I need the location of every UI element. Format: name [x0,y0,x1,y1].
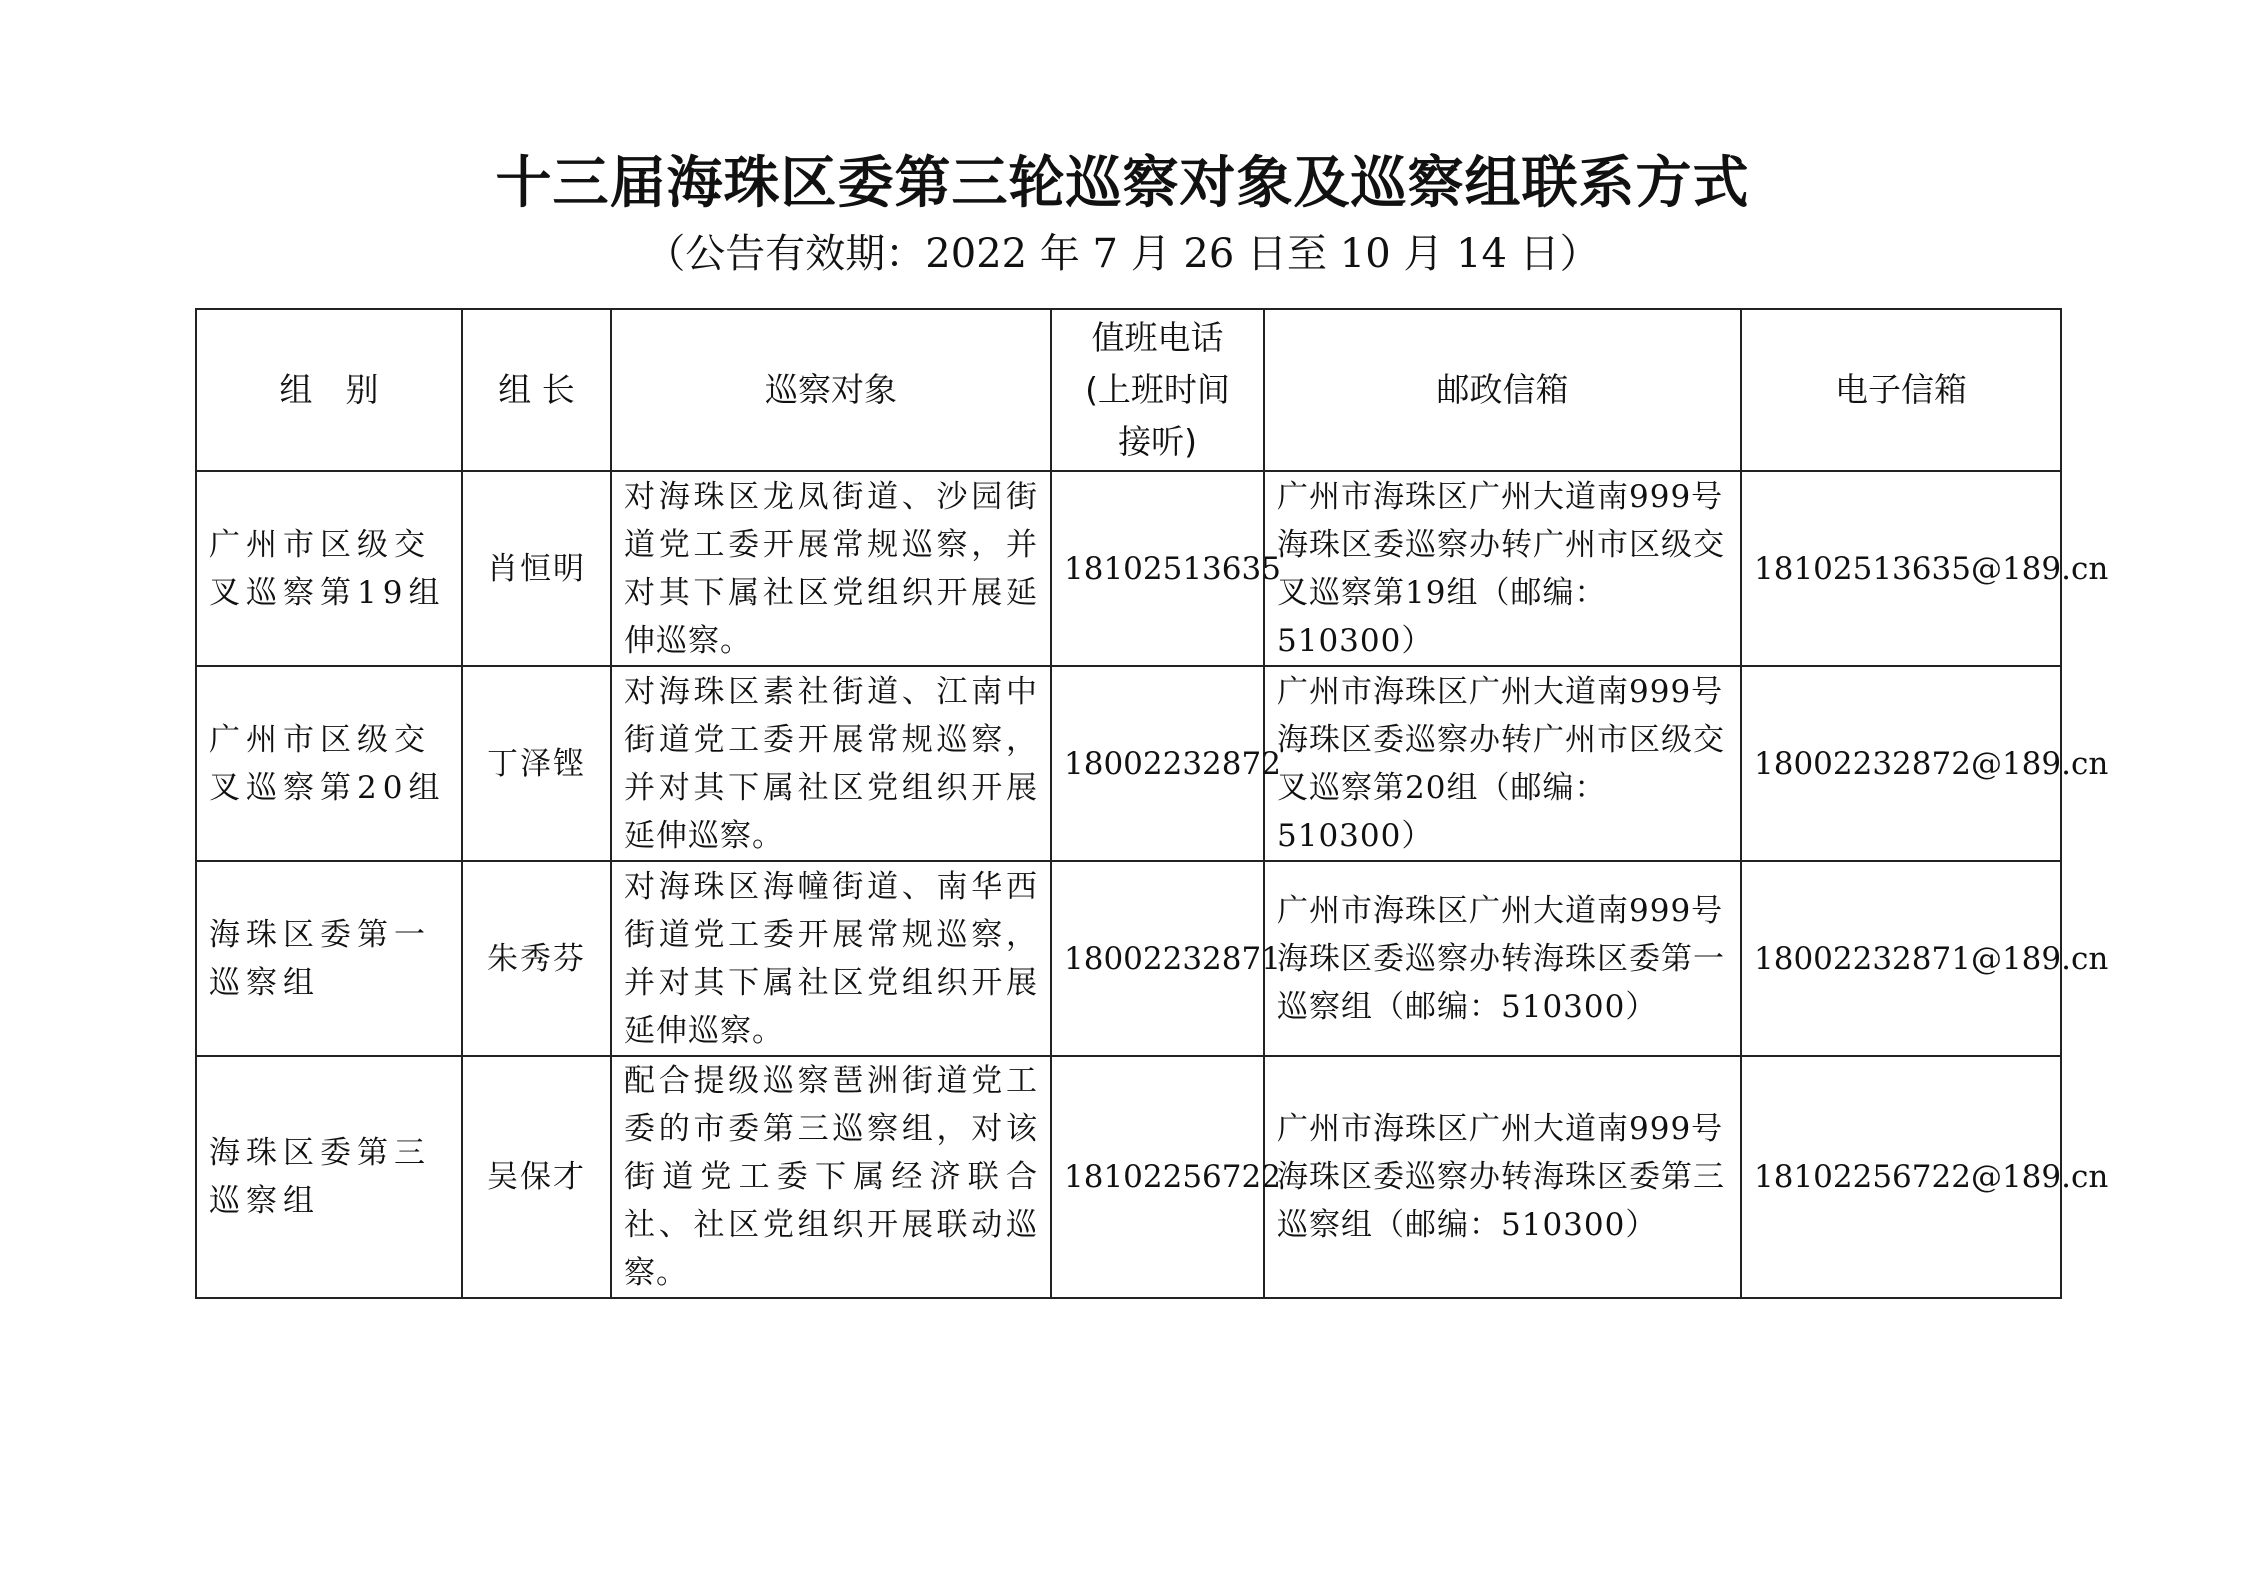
target-cell: 配合提级巡察琶洲街道党工委的市委第三巡察组，对该街道党工委下属经济联合社、社区党组织开展联动巡察。 [611,1056,1051,1298]
leader-cell: 丁泽铿 [462,666,611,861]
table-row [196,471,2061,666]
table-row [196,861,2061,1056]
header-group: 组 别 [196,309,462,471]
leader-cell: 吴保才 [462,1056,611,1298]
postal-cell: 广州市海珠区广州大道南999号海珠区委巡察办转海珠区委第三巡察组（邮编：510300） [1264,1056,1741,1298]
email-cell: 18102513635@189.cn [1741,471,2061,666]
postal-cell: 广州市海珠区广州大道南999号海珠区委巡察办转广州市区级交叉巡察第20组（邮编：510300） [1264,666,1741,861]
target-cell: 对海珠区海幢街道、南华西街道党工委开展常规巡察，并对其下属社区党组织开展延伸巡察。 [611,861,1051,1056]
header-postal: 邮政信箱 [1264,309,1741,471]
group-cell: 广州市区级交叉巡察第19组 [196,471,462,666]
header-email: 电子信箱 [1741,309,2061,471]
postal-cell: 广州市海珠区广州大道南999号海珠区委巡察办转海珠区委第一巡察组（邮编：510300） [1264,861,1741,1056]
target-cell: 对海珠区素社街道、江南中街道党工委开展常规巡察，并对其下属社区党组织开展延伸巡察。 [611,666,1051,861]
table-row [196,1056,2061,1298]
email-cell: 18002232871@189.cn [1741,861,2061,1056]
validity-period: （公告有效期：2022 年 7 月 26 日至 10 月 14 日） [645,231,1600,277]
email-cell: 18102256722@189.cn [1741,1056,2061,1298]
leader-cell: 朱秀芬 [462,861,611,1056]
group-cell: 广州市区级交叉巡察第20组 [196,666,462,861]
group-cell: 海珠区委第一巡察组 [196,861,462,1056]
header-target: 巡察对象 [611,309,1051,471]
postal-cell: 广州市海珠区广州大道南999号海珠区委巡察办转广州市区级交叉巡察第19组（邮编：510300） [1264,471,1741,666]
target-cell: 对海珠区龙凤街道、沙园街道党工委开展常规巡察，并对其下属社区党组织开展延伸巡察。 [611,471,1051,666]
table-header-row [196,309,2061,471]
phone-cell: 18102256722 [1051,1056,1264,1298]
leader-cell: 肖恒明 [462,471,611,666]
phone-cell: 18002232871 [1051,861,1264,1056]
header-leader: 组 长 [462,309,611,471]
page-title: 十三届海珠区委第三轮巡察对象及巡察组联系方式 [495,151,1750,216]
phone-cell: 18102513635 [1051,471,1264,666]
contact-table [195,308,2109,1299]
header-phone: 值班电话 (上班时间 接听) [1051,309,1264,471]
table-row [196,666,2061,861]
group-cell: 海珠区委第三巡察组 [196,1056,462,1298]
phone-cell: 18002232872 [1051,666,1264,861]
email-cell: 18002232872@189.cn [1741,666,2061,861]
